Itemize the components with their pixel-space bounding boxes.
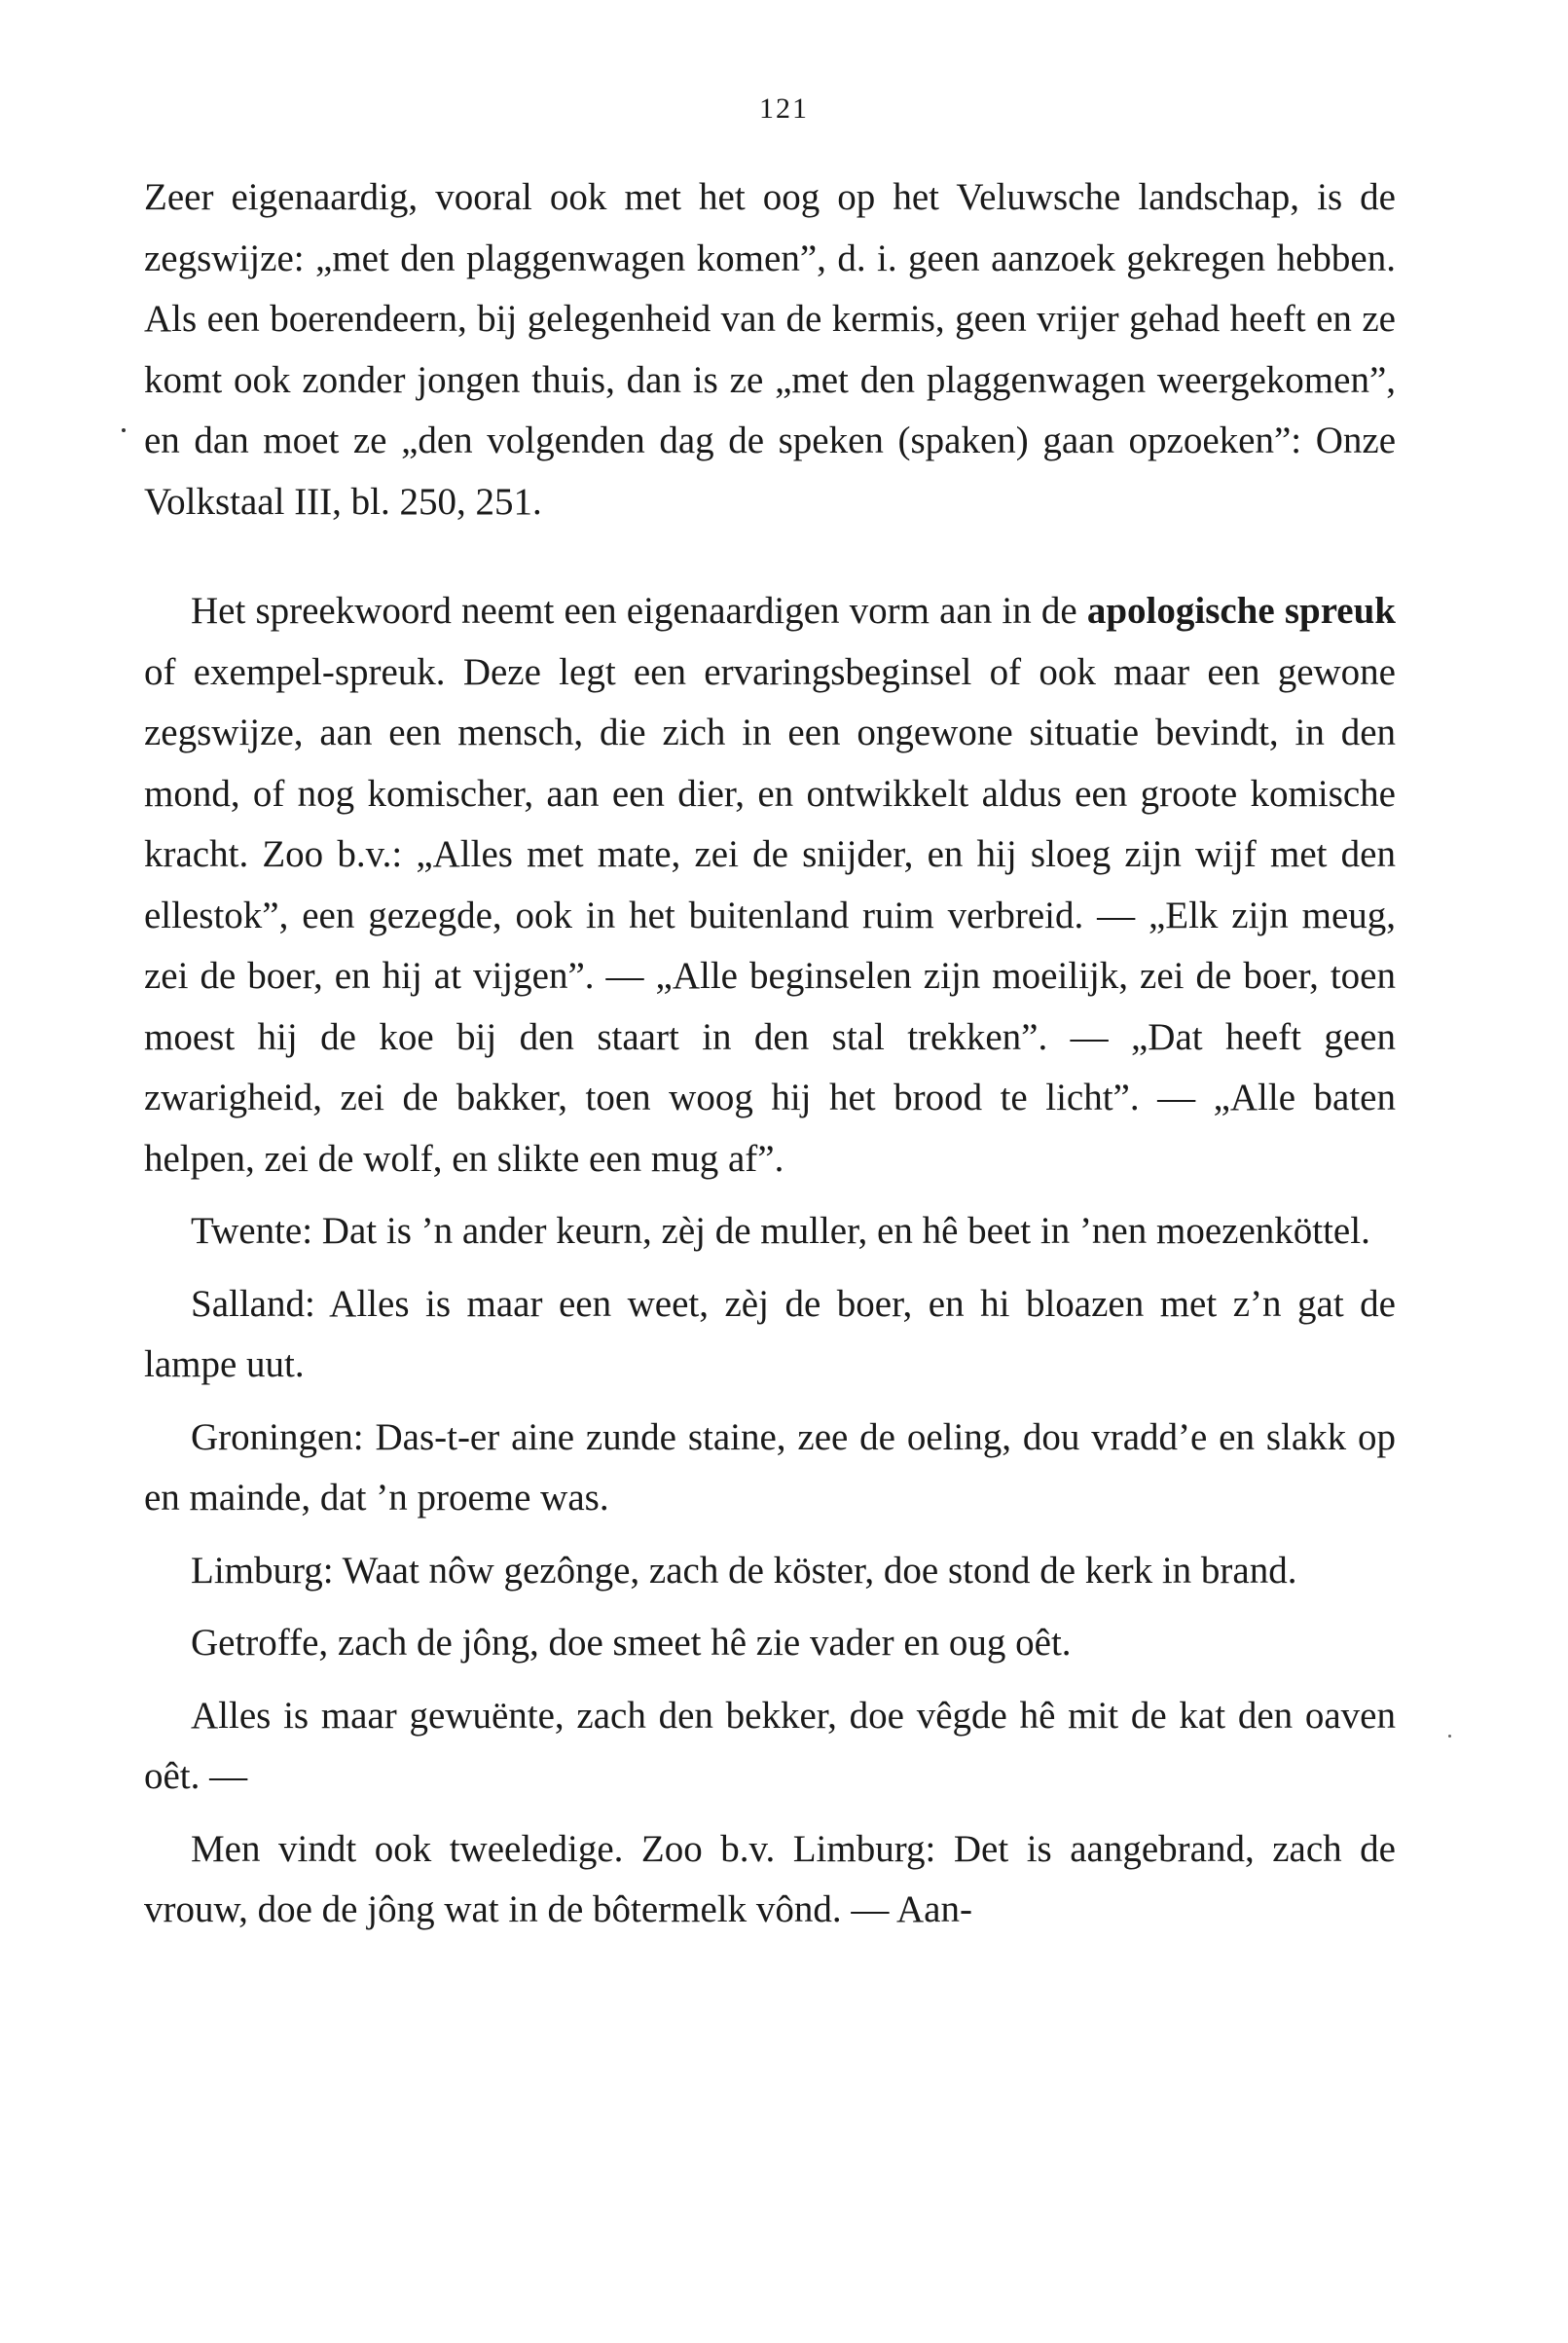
paragraph-limburg: Limburg: Waat nôw gezônge, zach de köster, doe stond de kerk in brand. bbox=[191, 1549, 1297, 1592]
margin-mark bbox=[122, 428, 126, 432]
paragraph-apologische-spreuk bbox=[144, 581, 1396, 1190]
paragraph-tweeledige: Men vindt ook tweeledige. Zoo b.v. Limburg: Det is aangebrand, zach de vrouw, doe de jông wat in de bôtermelk vônd. — Aan- bbox=[144, 1827, 1396, 1930]
paragraph-groningen: Groningen: Das-t-er aine zunde staine, zee de oeling, dou vradd’e en slakk op en mainde, dat ’n proeme was. bbox=[144, 1415, 1396, 1519]
paragraph-salland: Salland: Alles is maar een weet, zèj de boer, en hi bloazen met z’n gat de lampe uut. bbox=[144, 1282, 1396, 1385]
paragraph-apologische-intro: Het spreekwoord neemt een eigenaardigen vorm aan in de bbox=[191, 590, 1087, 632]
paragraph-veluwsche: Zeer eigenaardig, vooral ook met het oog op het Veluwsche landschap, is de zegswijze: „met den plaggenwagen komen”, d. i. geen aanzoek gekregen hebben. Als een boerendeern, bij gelegenheid van de kermis, geen vrijer gehad heeft en ze komt ook zonder jongen thuis, dan is ze „met den plaggenwagen weergekomen”, en dan moet ze „den volgenden dag de speken (spaken) gaan opzoeken”: Onze Volkstaal III, bl. 250, 251. bbox=[144, 176, 1396, 523]
paragraph-gewuente: Alles is maar gewuënte, zach den bekker, doe vêgde hê mit de kat den oaven oêt. — bbox=[144, 1694, 1396, 1797]
paragraph-twente: Twente: Dat is ’n ander keurn, zèj de muller, en hê beet in ’nen moezenköttel. bbox=[191, 1210, 1370, 1252]
body-text bbox=[144, 167, 1396, 1941]
paragraph-apologische-rest: of exempel-spreuk. Deze legt een ervaringsbeginsel of ook maar een gewone zegswijze, aan een mensch, die zich in een ongewone situatie bevindt, in den mond, of nog komischer, aan een dier, en ontwikkelt aldus een groote komische kracht. Zoo b.v.: „Alles met mate, zei de snijder, en hij sloeg zijn wijf met den ellestok”, een gezegde, ook in het buitenland ruim verbreid. — „Elk zijn meug, zei de boer, en hij at vijgen”. — „Alle beginselen zijn moeilijk, zei de boer, toen moest hij de koe bij den staart in den stal trekken”. — „Dat heeft geen zwarigheid, zei de bakker, toen woog hij het brood te licht”. — „Alle baten helpen, zei de wolf, en slikte een mug af”. bbox=[144, 650, 1396, 1180]
paragraph-getroffe: Getroffe, zach de jông, doe smeet hê zie vader en oug oêt. bbox=[191, 1622, 1072, 1664]
margin-mark-right bbox=[1448, 1735, 1451, 1738]
term-apologische-spreuk: apologische spreuk bbox=[1086, 590, 1396, 632]
page-number: 121 bbox=[759, 92, 809, 125]
